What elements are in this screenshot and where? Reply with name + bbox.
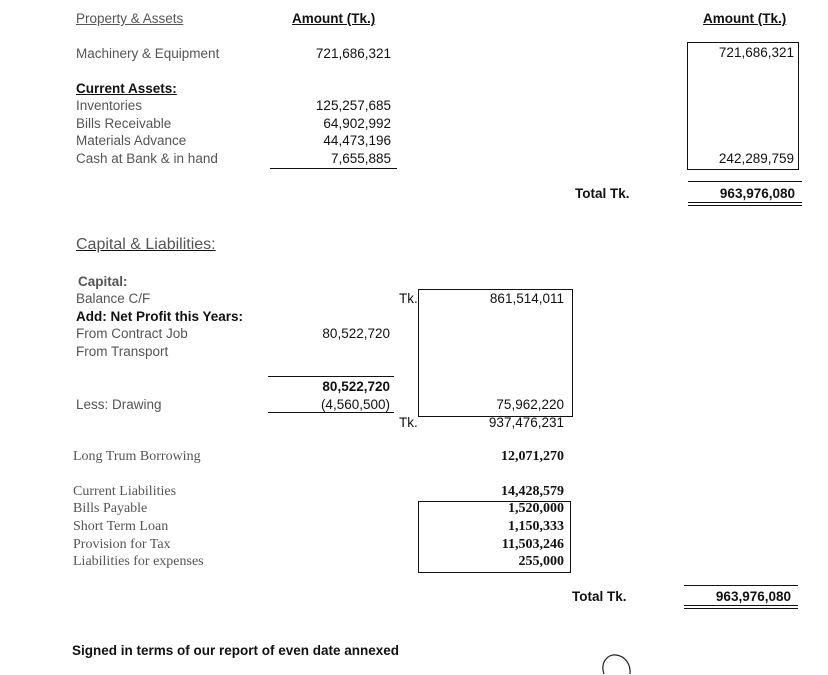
- tk-label-2: Tk.: [399, 415, 418, 430]
- profit-subtotal-rule: [268, 376, 394, 377]
- long-term-value: 12,071,270: [501, 449, 564, 464]
- current-assets-heading: Current Assets:: [76, 81, 177, 96]
- liability-label: Provision for Tax: [73, 537, 171, 552]
- contract-label: From Contract Job: [76, 326, 188, 341]
- transport-label: From Transport: [76, 344, 169, 359]
- balance-value: 861,514,011: [489, 291, 564, 306]
- current-liabilities-label: Current Liabilities: [73, 484, 177, 499]
- assets-total-rule: [688, 181, 802, 182]
- liabilities-total-label: Total Tk.: [572, 589, 627, 604]
- assets-total-label: Total Tk.: [575, 186, 630, 201]
- contract-value: 80,522,720: [322, 326, 390, 341]
- current-asset-label: Cash at Bank & in hand: [76, 151, 218, 166]
- current-asset-label: Inventories: [76, 98, 143, 113]
- add-net-profit-label: Add: Net Profit this Years:: [76, 309, 244, 324]
- current-assets-underline: [270, 168, 397, 169]
- liabilities-heading: [76, 236, 216, 254]
- liability-label: Short Term Loan: [73, 519, 169, 534]
- liabilities-total-double-rule: [684, 605, 798, 609]
- liabilities-heading-text: Capital & Liabilities:: [76, 236, 216, 253]
- liabilities-total-value: 963,976,080: [715, 589, 791, 604]
- liability-value: 1,150,333: [508, 519, 564, 534]
- capital-total: 937,476,231: [488, 415, 564, 430]
- signature-mark: [598, 652, 634, 675]
- current-asset-label: Bills Receivable: [76, 116, 172, 131]
- profit-subtotal: 80,522,720: [322, 379, 390, 394]
- liability-label: Liabilities for expenses: [73, 554, 204, 569]
- balance-label: Balance C/F: [76, 291, 151, 306]
- amount-header-2: Amount (Tk.): [703, 11, 787, 26]
- machinery-total: 721,686,321: [718, 45, 794, 60]
- current-assets-total: 242,289,759: [718, 151, 794, 166]
- machinery-value: 721,686,321: [315, 46, 391, 61]
- tk-label-1: Tk.: [399, 291, 418, 306]
- drawing-value: (4,560,500): [320, 397, 390, 412]
- current-liabilities-total: 14,428,579: [501, 484, 564, 499]
- amount-header-1: Amount (Tk.): [292, 11, 376, 26]
- liability-value: 255,000: [518, 554, 564, 569]
- assets-total-value: 963,976,080: [719, 186, 795, 201]
- current-asset-value: 44,473,196: [323, 133, 391, 148]
- current-asset-label: Materials Advance: [76, 133, 187, 148]
- signed-text: Signed in terms of our report of even date annexed: [72, 643, 400, 658]
- assets-total-double-rule: [688, 202, 802, 206]
- drawing-rule: [268, 412, 394, 413]
- capital-heading: Capital:: [78, 274, 128, 289]
- current-asset-value: 125,257,685: [315, 98, 391, 113]
- liability-value: 1,520,000: [508, 501, 564, 516]
- liability-label: Bills Payable: [73, 501, 148, 516]
- current-asset-value: 7,655,885: [330, 151, 391, 166]
- long-term-label: Long Trum Borrowing: [73, 449, 201, 464]
- assets-heading: Property & Assets: [76, 11, 184, 26]
- machinery-label: Machinery & Equipment: [76, 46, 220, 61]
- drawing-label: Less: Drawing: [76, 397, 162, 412]
- liability-value: 11,503,246: [501, 537, 564, 552]
- net-profit-value: 75,962,220: [496, 397, 564, 412]
- current-asset-value: 64,902,992: [323, 116, 391, 131]
- liabilities-total-rule: [684, 585, 798, 586]
